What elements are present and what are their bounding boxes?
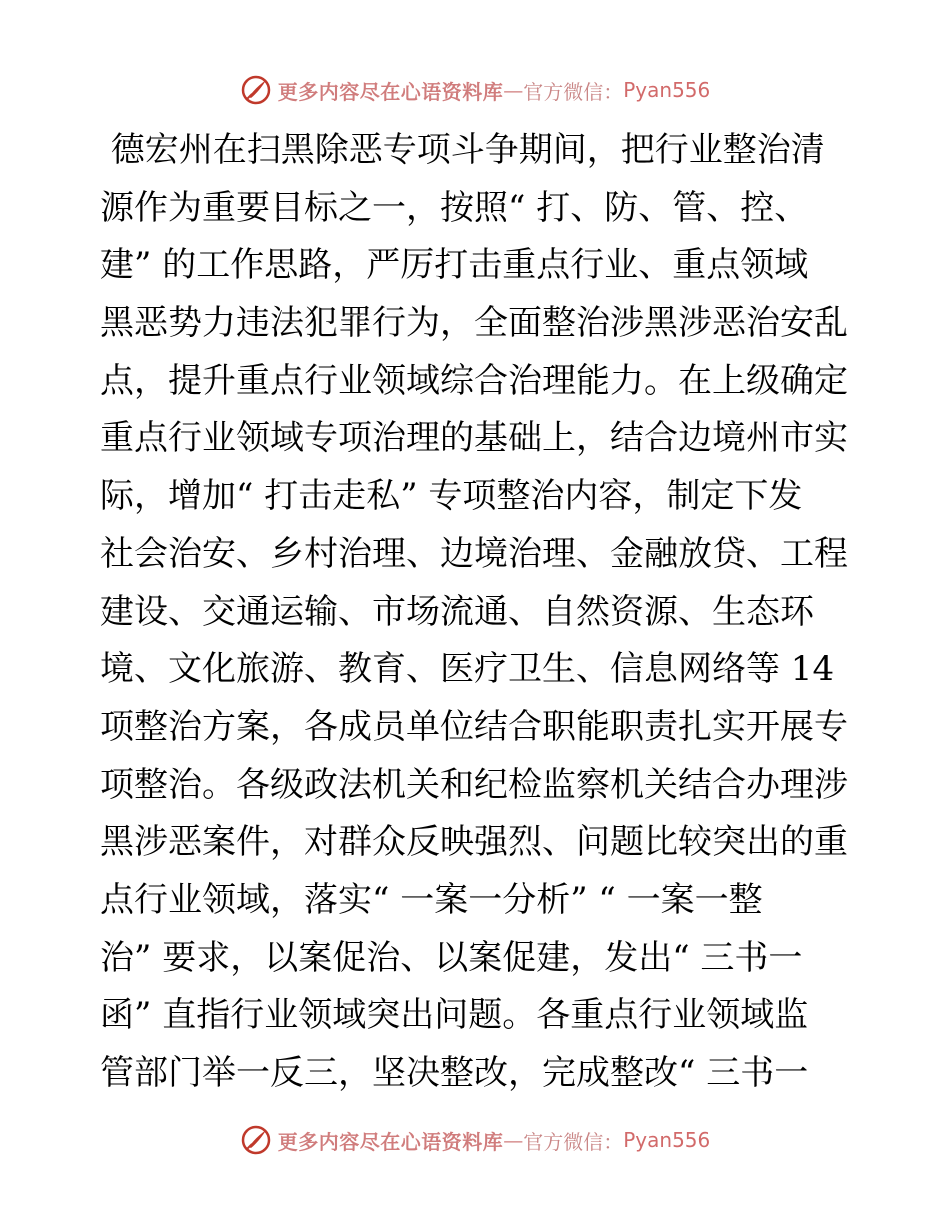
text-line: 点行业领域，落实“ 一案一分析” “ 一案一整	[100, 879, 763, 920]
text-line: 源作为重要目标之一，按照“ 打、防、管、控、	[100, 187, 809, 228]
watermark-text: 更多内容尽在心语资料库	[277, 79, 504, 104]
text-line: 德宏州在扫黑除恶专项斗争期间，把行业整治清	[100, 130, 825, 170]
watermark-wechat-id: Pyan556	[623, 1128, 711, 1152]
watermark-separator: —	[503, 1128, 524, 1152]
text-line: 境、文化旅游、教育、医疗卫生、信息网络等 14	[100, 649, 835, 690]
watermark-wechat-id: Pyan556	[623, 78, 711, 102]
watermark-separator: —	[503, 78, 524, 102]
text-line: 管部门举一反三，坚决整改，完成整改“ 三书一	[100, 1053, 809, 1093]
quill-logo-icon	[240, 74, 272, 106]
text-line: 重点行业领域专项治理的基础上，结合边境州市实	[100, 418, 848, 459]
quill-logo-icon	[240, 1124, 272, 1156]
text-line: 建设、交通运输、市场流通、自然资源、生态环	[100, 591, 814, 632]
text-line: 社会治安、乡村治理、边境治理、金融放贷、工程	[100, 533, 848, 574]
text-line: 黑涉恶案件，对群众反映强烈、问题比较突出的重	[100, 822, 848, 863]
watermark-text: 更多内容尽在心语资料库	[277, 1129, 504, 1154]
watermark-label: 官方微信：	[523, 1129, 624, 1154]
text-line: 项整治方案，各成员单位结合职能职责扎实开展专	[100, 706, 848, 747]
document-body	[100, 122, 850, 1103]
text-line: 点，提升重点行业领域综合治理能力。在上级确定	[100, 360, 848, 401]
header-watermark	[0, 70, 950, 110]
text-line: 际，增加“ 打击走私” 专项整治内容，制定下发	[100, 476, 803, 517]
text-line: 建” 的工作思路，严厉打击重点行业、重点领域	[100, 245, 809, 286]
text-line: 项整治。各级政法机关和纪检监察机关结合办理涉	[100, 764, 848, 805]
text-line: 治” 要求，以案促治、以案促建，发出“ 三书一	[100, 937, 803, 978]
watermark-label: 官方微信：	[523, 79, 624, 104]
text-line: 函” 直指行业领域突出问题。各重点行业领域监	[100, 995, 809, 1036]
footer-watermark	[0, 1120, 950, 1160]
text-line: 黑恶势力违法犯罪行为，全面整治涉黑涉恶治安乱	[100, 303, 848, 344]
